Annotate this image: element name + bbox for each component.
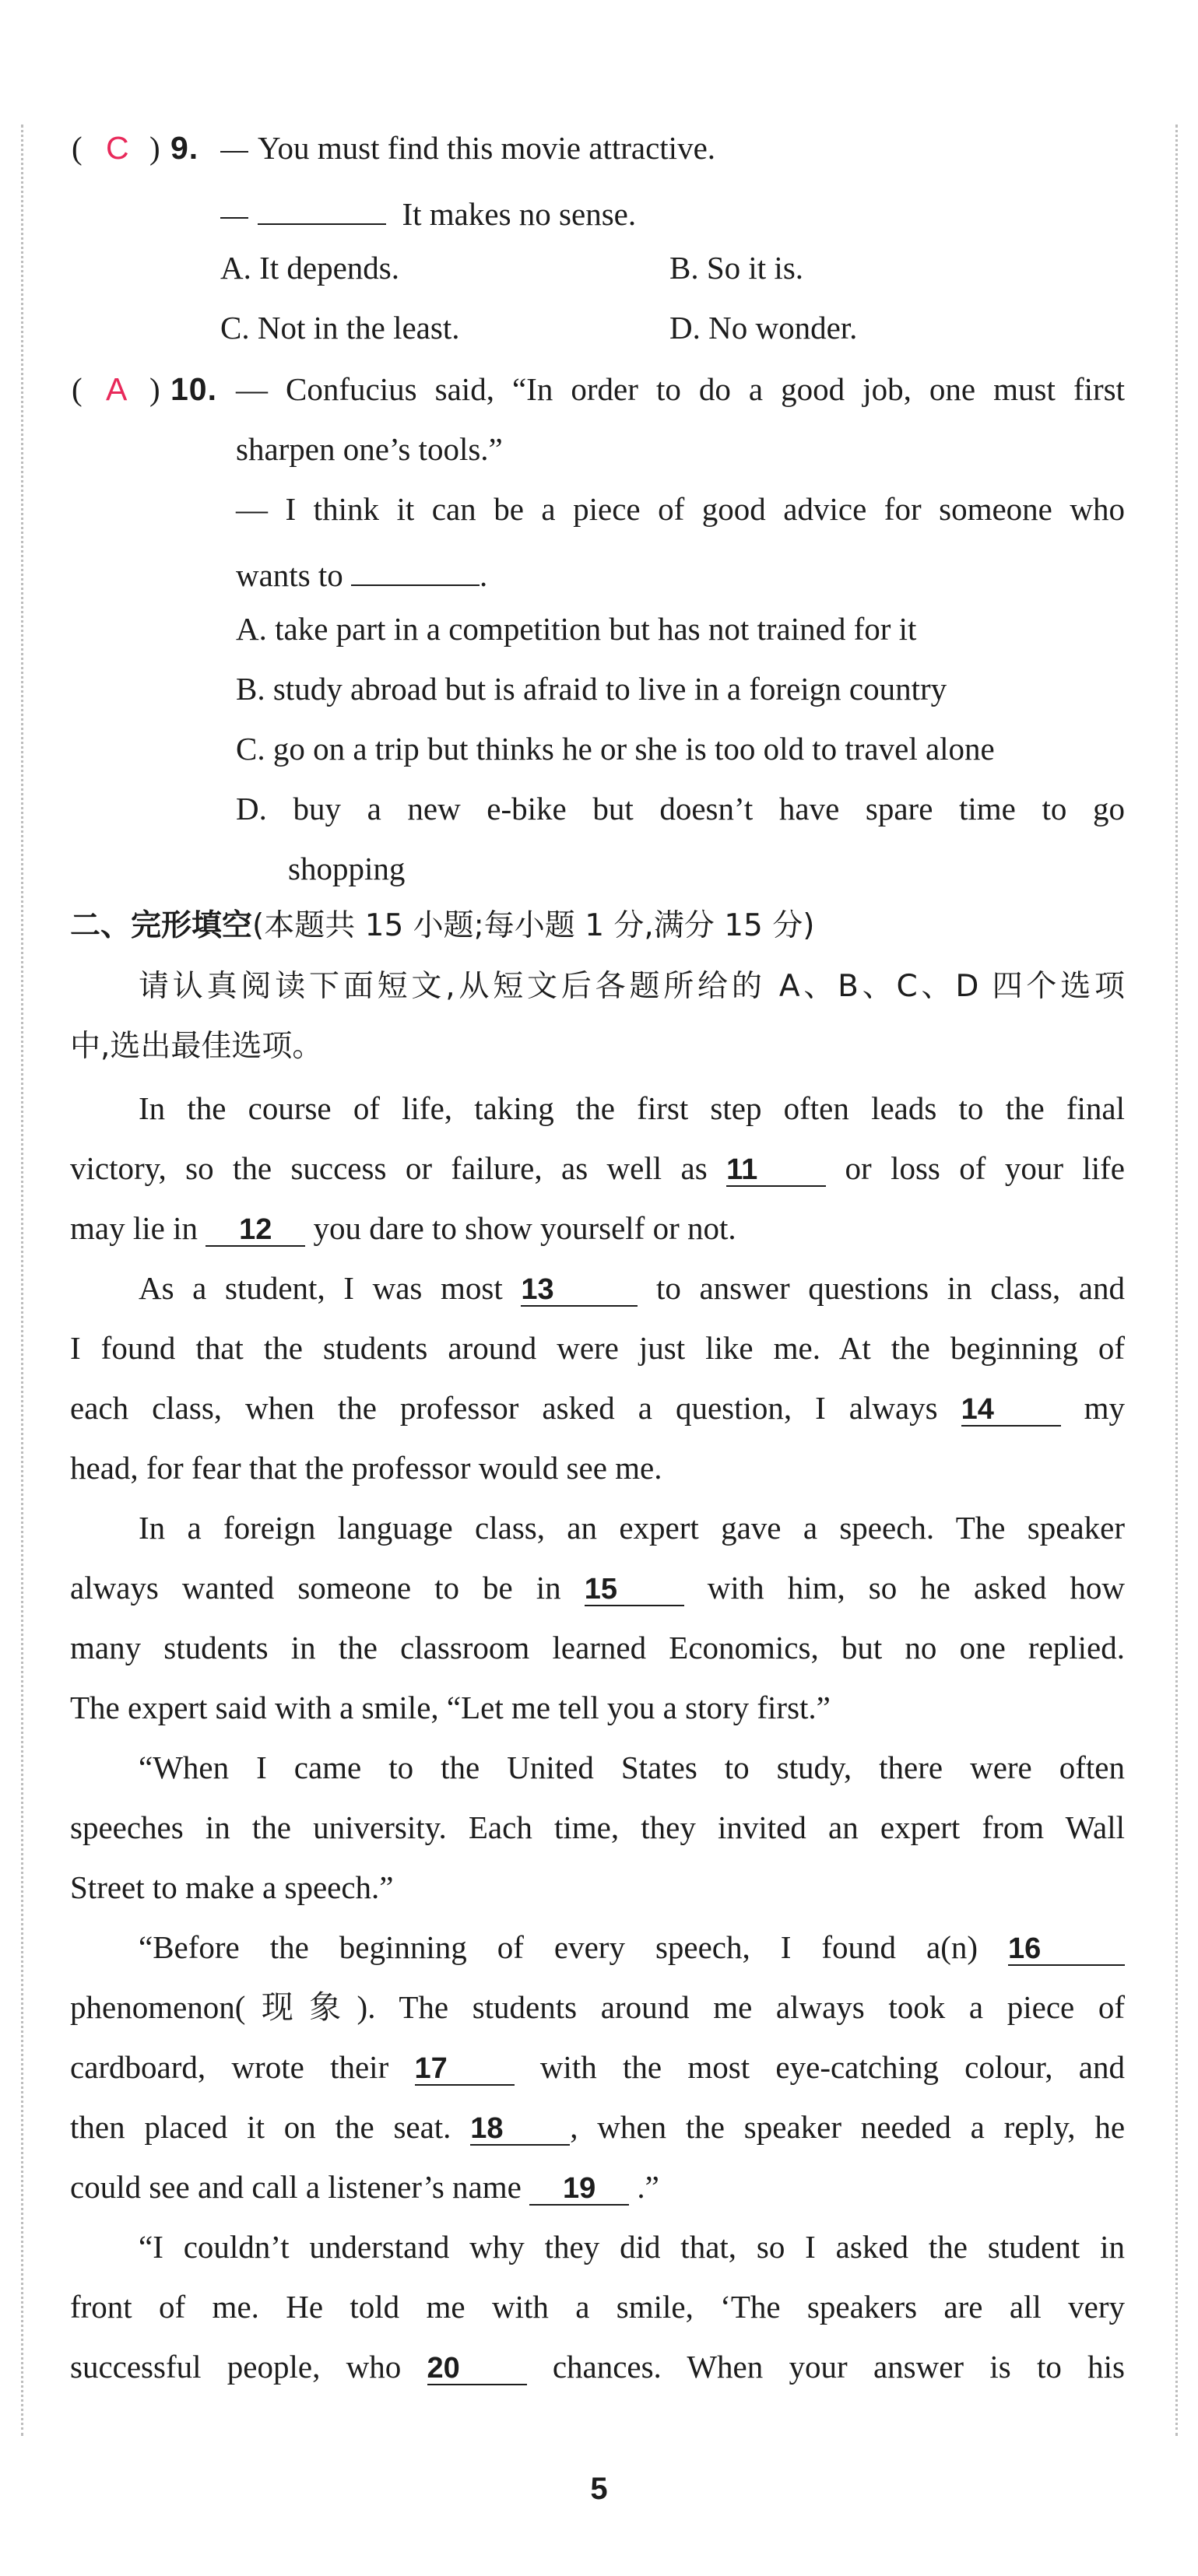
em-dash (220, 151, 248, 153)
answer-blank (258, 192, 386, 225)
answer-mark: A (106, 371, 128, 407)
right-dotted-margin (1175, 125, 1178, 2436)
passage-line: then placed it on the seat. 18 , when the speaker needed a reply, he (70, 2109, 1126, 2145)
passage-line: phenomenon(现象). The students around me always took a piece of (70, 1989, 1125, 2025)
answer-paren-close: ) (149, 371, 160, 407)
blank-12[interactable]: 12 (206, 1214, 305, 1247)
passage-line: “I couldn’t understand why they did that, so I asked the student in (139, 2229, 1125, 2265)
passage-line: head, for fear that the professor would see me. (70, 1450, 662, 1486)
passage-line: The expert said with a smile, “Let me tell you a story first.” (70, 1690, 831, 1725)
passage-line: As a student, I was most 13 to answer questions in class, and (139, 1270, 1126, 1306)
passage-line: Street to make a speech.” (70, 1869, 394, 1905)
question-number: 10. (170, 371, 217, 407)
reply-line-1: — I think it can be a piece of good advice for someone who (236, 491, 1125, 527)
option-d: D. No wonder. (669, 310, 858, 346)
answer-paren-open: ( (72, 371, 83, 407)
passage-line: “When I came to the United States to study, there were often (139, 1750, 1125, 1785)
blank-15[interactable]: 15 (585, 1574, 684, 1606)
answer-paren-close: ) (149, 130, 160, 166)
blank-19[interactable]: 19 (529, 2173, 629, 2206)
passage-line: In the course of life, taking the first step often leads to the final (139, 1090, 1125, 1126)
blank-14[interactable]: 14 (961, 1394, 1061, 1427)
em-dash (220, 217, 248, 219)
passage-line: speeches in the university. Each time, they invited an expert from Wall (70, 1809, 1125, 1845)
passage-line: successful people, who 20 chances. When your answer is to his (70, 2349, 1126, 2385)
option-b: B. So it is. (669, 250, 804, 286)
blank-20[interactable]: 20 (427, 2353, 527, 2385)
question-stem-line-1: — Confucius said, “In order to do a good job, one must first (236, 371, 1125, 407)
blank-18[interactable]: 18 (470, 2113, 570, 2146)
passage-line: many students in the classroom learned Economics, but no one replied. (70, 1630, 1125, 1665)
blank-13[interactable]: 13 (521, 1274, 638, 1307)
left-dotted-margin (21, 125, 23, 2436)
answer-mark: C (106, 130, 129, 166)
page-number: 5 (590, 2472, 608, 2506)
option-c: C. go on a trip but thinks he or she is too old to travel alone (236, 731, 995, 767)
option-d-continued: shopping (288, 851, 406, 886)
question-stem-line-2: sharpen one’s tools.” (236, 431, 503, 467)
answer-blank (351, 553, 480, 586)
blank-16[interactable]: 16 (1008, 1933, 1125, 1966)
passage-line: I found that the students around were just like me. At the beginning of (70, 1330, 1125, 1366)
passage-line: may lie in 12 you dare to show yourself or not. (70, 1210, 736, 1246)
section-instruction-line-2: 中,选出最佳选项。 (70, 1029, 323, 1064)
option-c: C. Not in the least. (220, 310, 460, 346)
option-a: A. It depends. (220, 250, 400, 286)
passage-line: always wanted someone to be in 15 with him, so he asked how (70, 1570, 1126, 1606)
passage-line: front of me. He told me with a smile, ‘The speakers are all very (70, 2289, 1125, 2325)
question-stem: You must find this movie attractive. (220, 132, 715, 164)
section-instruction-line-1: 请认真阅读下面短文,从短文后各题所给的 A、B、C、D 四个选项 (139, 969, 1125, 1004)
passage-line: “Before the beginning of every speech, I found a(n) 16 (139, 1932, 1125, 1966)
passage-line: could see and call a listener’s name 19 .” (70, 2169, 659, 2205)
reply-line: It makes no sense. (220, 192, 636, 230)
reply-line-2: wants to . (236, 553, 487, 591)
section-heading: 二、完形填空(本题共 15 小题;每小题 1 分,满分 15 分) (70, 908, 815, 943)
blank-11[interactable]: 11 (726, 1154, 826, 1187)
blank-17[interactable]: 17 (415, 2053, 515, 2086)
answer-paren-open: ( (72, 130, 83, 166)
passage-line: victory, so the success or failure, as well as 11 or loss of your life (70, 1150, 1126, 1186)
option-a: A. take part in a competition but has not trained for it (236, 611, 917, 647)
option-b: B. study abroad but is afraid to live in a foreign country (236, 671, 947, 707)
passage-line: each class, when the professor asked a question, I always 14 my (70, 1390, 1126, 1426)
question-number: 9. (170, 130, 199, 166)
passage-line: In a foreign language class, an expert gave a speech. The speaker (139, 1510, 1125, 1546)
option-d: D. buy a new e-bike but doesn’t have spare time to go (236, 791, 1125, 826)
passage-line: cardboard, wrote their 17 with the most eye-catching colour, and (70, 2049, 1125, 2085)
